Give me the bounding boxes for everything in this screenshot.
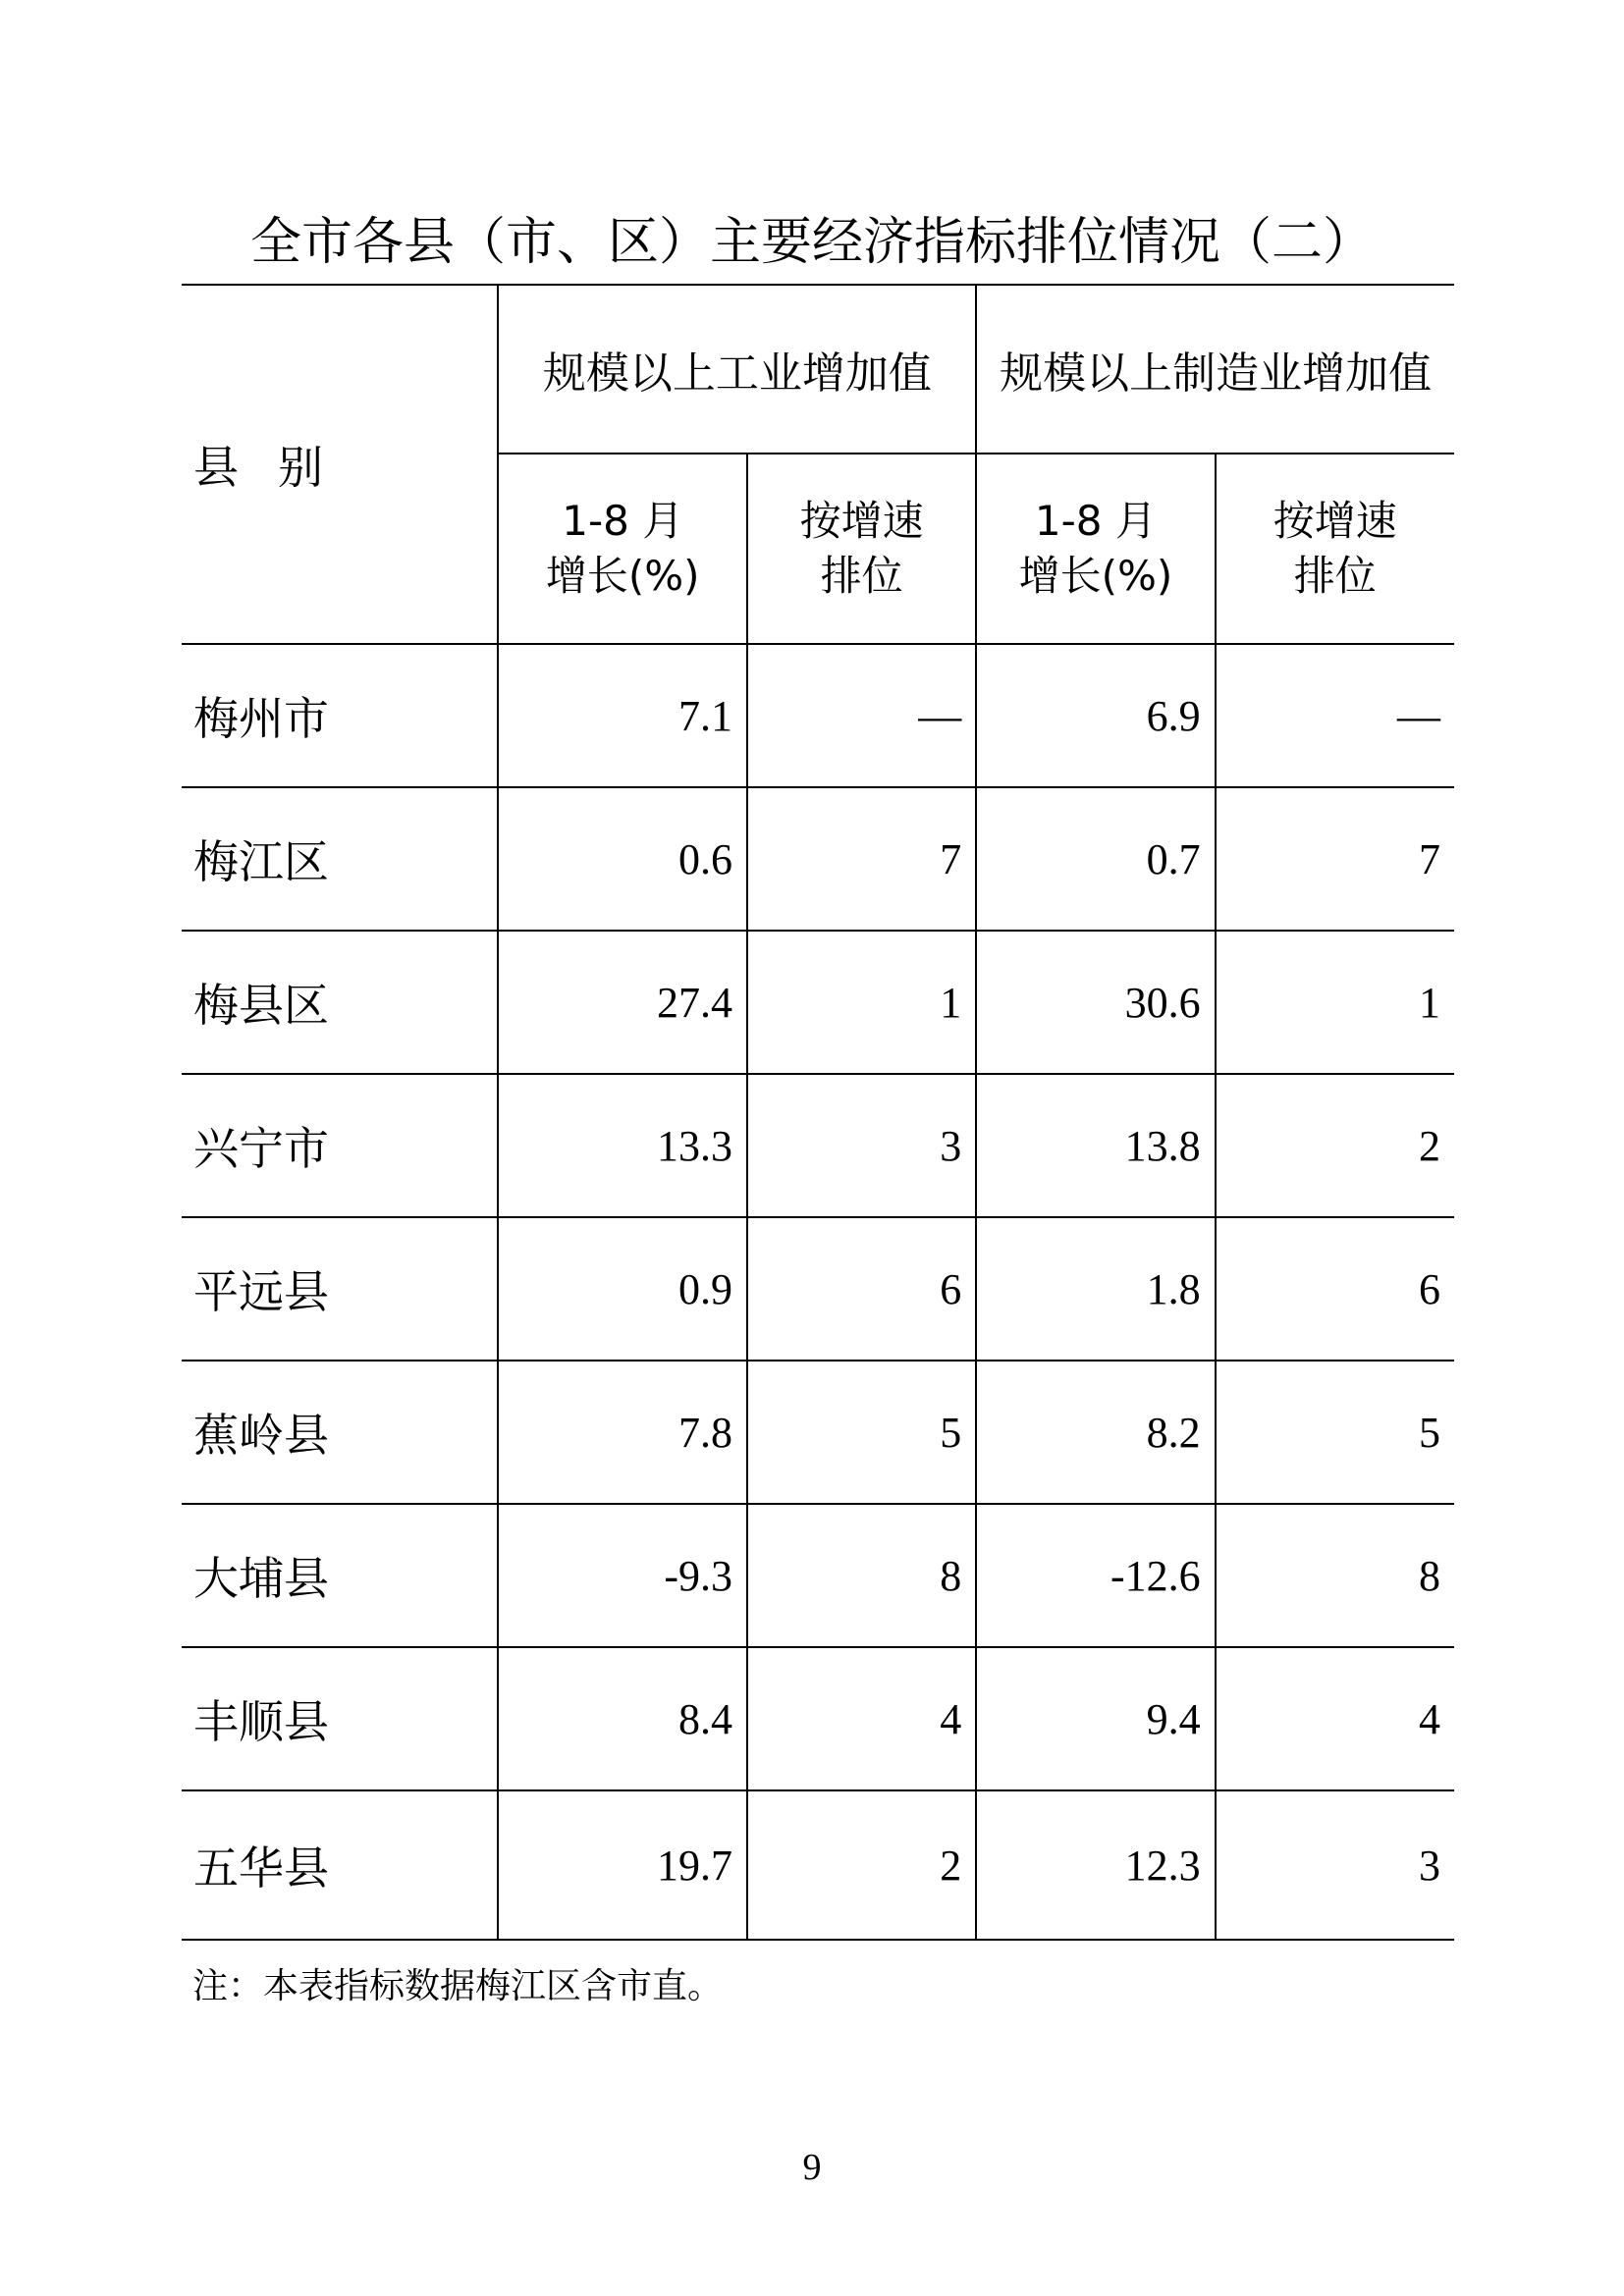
county-name-cell: 蕉岭县 (182, 1361, 498, 1504)
table-row (182, 1217, 1454, 1361)
table-row (182, 931, 1454, 1074)
manufacturing-rank-cell: 6 (1216, 1217, 1454, 1361)
industrial-growth-cell: 13.3 (498, 1074, 747, 1217)
table-title: 全市各县（市、区）主要经济指标排位情况（二） (249, 213, 1374, 272)
manufacturing-rank-cell: 4 (1216, 1647, 1454, 1790)
industrial-growth-cell: 27.4 (498, 931, 747, 1074)
manufacturing-growth-header-line1: 1-8 月 (1034, 497, 1157, 545)
industrial-rank-cell: — (747, 644, 976, 787)
manufacturing-growth-cell: 30.6 (976, 931, 1215, 1074)
manufacturing-rank-header (1216, 454, 1454, 644)
county-name-cell: 梅州市 (182, 644, 498, 787)
county-column-header: 县别 (182, 285, 498, 644)
industrial-rank-header (747, 454, 976, 644)
industrial-rank-cell: 1 (747, 931, 976, 1074)
industrial-rank-cell: 2 (747, 1790, 976, 1940)
industrial-rank-cell: 7 (747, 787, 976, 931)
manufacturing-rank-cell: 7 (1216, 787, 1454, 931)
table-footnote: 注：本表指标数据梅江区含市直。 (192, 1966, 724, 2006)
county-name-cell: 丰顺县 (182, 1647, 498, 1790)
manufacturing-growth-cell: 12.3 (976, 1790, 1215, 1940)
industrial-growth-cell: 7.1 (498, 644, 747, 787)
manufacturing-growth-cell: 9.4 (976, 1647, 1215, 1790)
industrial-rank-cell: 8 (747, 1504, 976, 1647)
manufacturing-rank-cell: 5 (1216, 1361, 1454, 1504)
county-name-cell: 梅县区 (182, 931, 498, 1074)
manufacturing-growth-cell: 1.8 (976, 1217, 1215, 1361)
industrial-growth-cell: 19.7 (498, 1790, 747, 1940)
table-row (182, 1647, 1454, 1790)
industrial-rank-cell: 6 (747, 1217, 976, 1361)
table-row (182, 787, 1454, 931)
industrial-growth-cell: 7.8 (498, 1361, 747, 1504)
industrial-growth-cell: 8.4 (498, 1647, 747, 1790)
page-number: 9 (802, 2147, 822, 2188)
table-row (182, 644, 1454, 787)
industrial-growth-cell: 0.9 (498, 1217, 747, 1361)
industrial-rank-header-line2: 排位 (820, 552, 903, 600)
industrial-rank-cell: 4 (747, 1647, 976, 1790)
manufacturing-rank-cell: 1 (1216, 931, 1454, 1074)
manufacturing-growth-cell: -12.6 (976, 1504, 1215, 1647)
table-row (182, 1074, 1454, 1217)
manufacturing-growth-header-line2: 增长(%) (1018, 552, 1173, 600)
county-name-cell: 平远县 (182, 1217, 498, 1361)
industrial-value-added-header: 规模以上工业增加值 (498, 285, 976, 454)
county-name-cell: 五华县 (182, 1790, 498, 1940)
industrial-rank-cell: 5 (747, 1361, 976, 1504)
county-name-cell: 梅江区 (182, 787, 498, 931)
table-row (182, 1790, 1454, 1940)
county-name-cell: 大埔县 (182, 1504, 498, 1647)
industrial-growth-header-line1: 1-8 月 (562, 497, 684, 545)
industrial-growth-header (498, 454, 747, 644)
manufacturing-rank-header-line2: 排位 (1293, 552, 1377, 600)
table-row (182, 1504, 1454, 1647)
manufacturing-growth-cell: 8.2 (976, 1361, 1215, 1504)
industrial-growth-header-line2: 增长(%) (545, 552, 700, 600)
economic-indicators-table (182, 284, 1454, 1941)
manufacturing-growth-cell: 13.8 (976, 1074, 1215, 1217)
industrial-growth-cell: 0.6 (498, 787, 747, 931)
manufacturing-rank-cell: 8 (1216, 1504, 1454, 1647)
county-name-cell: 兴宁市 (182, 1074, 498, 1217)
industrial-rank-cell: 3 (747, 1074, 976, 1217)
industrial-growth-cell: -9.3 (498, 1504, 747, 1647)
manufacturing-value-added-header: 规模以上制造业增加值 (976, 285, 1454, 454)
manufacturing-rank-cell: — (1216, 644, 1454, 787)
manufacturing-rank-cell: 2 (1216, 1074, 1454, 1217)
industrial-rank-header-line1: 按增速 (799, 497, 924, 545)
manufacturing-growth-cell: 6.9 (976, 644, 1215, 787)
table-row (182, 1361, 1454, 1504)
manufacturing-rank-cell: 3 (1216, 1790, 1454, 1940)
manufacturing-rank-header-line1: 按增速 (1272, 497, 1397, 545)
manufacturing-growth-cell: 0.7 (976, 787, 1215, 931)
manufacturing-growth-header (976, 454, 1215, 644)
